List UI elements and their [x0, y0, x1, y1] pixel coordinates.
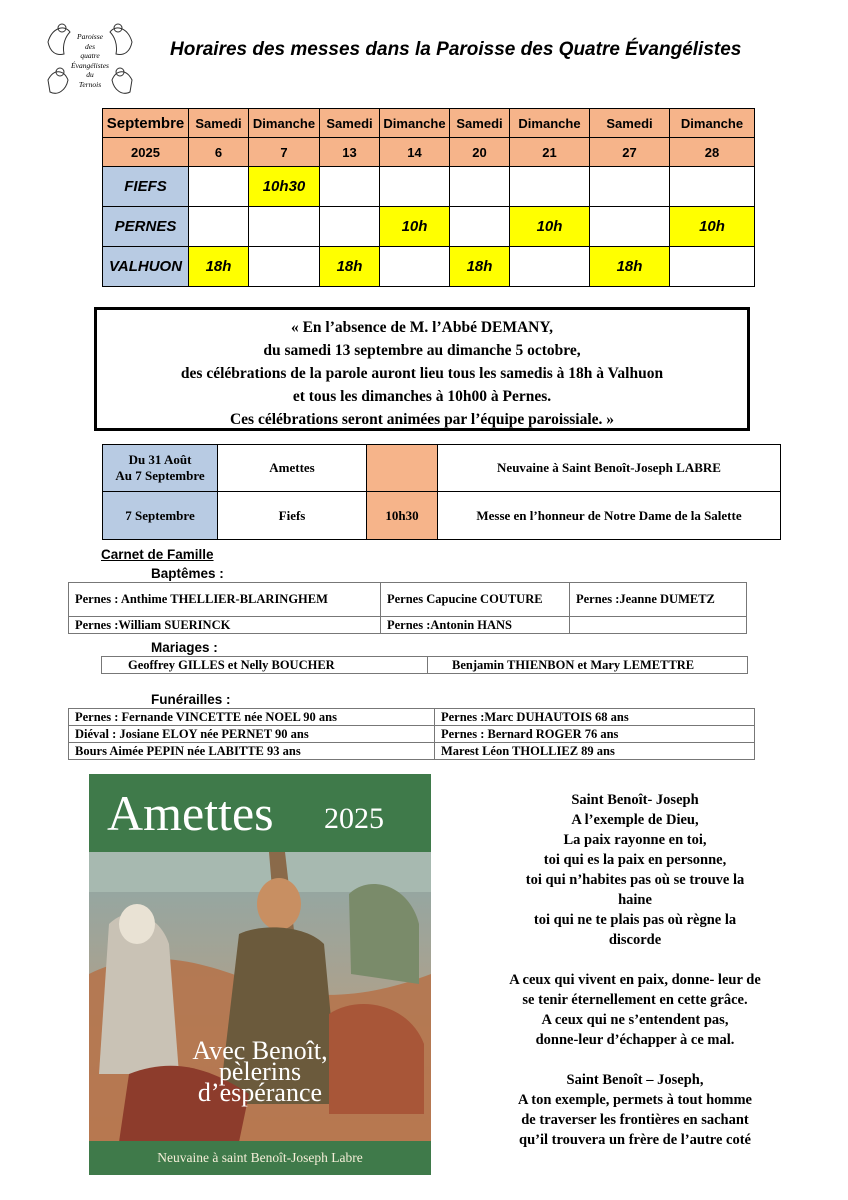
poster-slogan — [89, 1036, 431, 1107]
notice-line: et tous les dimanches à 10h00 à Pernes. — [292, 388, 552, 405]
time-cell: 10h — [380, 207, 450, 247]
schedule-row-pernes — [103, 207, 755, 247]
day-cell: Dimanche — [380, 109, 450, 138]
prayer-line: discorde — [608, 932, 662, 948]
notice-line: du samedi 13 septembre au dimanche 5 octobre, — [263, 342, 581, 359]
prayer-line: haine — [618, 892, 652, 908]
date-cell: 28 — [670, 138, 755, 167]
date-cell: 14 — [380, 138, 450, 167]
time-cell — [320, 207, 380, 247]
absence-notice — [94, 307, 750, 431]
table-row — [69, 726, 755, 743]
day-cell: Dimanche — [510, 109, 590, 138]
time-cell: 18h — [320, 247, 380, 287]
carnet-heading: Carnet de Famille — [101, 547, 214, 562]
notice-line: Ces célébrations seront animées par l’équipe paroissiale. » — [229, 411, 615, 428]
event-description: Messe en l’honneur de Notre Dame de la Salette — [438, 492, 781, 540]
time-cell — [380, 247, 450, 287]
event-description: Neuvaine à Saint Benoît-Joseph LABRE — [438, 445, 781, 492]
event-date: 7 Septembre — [103, 492, 218, 540]
funeraille-entry: Bours Aimée PEPIN née LABITTE 93 ans — [69, 743, 435, 760]
events-table — [102, 444, 781, 540]
bapteme-entry — [570, 617, 747, 634]
schedule-dates-row — [103, 138, 755, 167]
logo-text-line: Évangélistes — [71, 60, 109, 70]
logo-text-line: Ternois — [78, 79, 102, 89]
prayer-line: A ton exemple, permets à tout homme — [518, 1092, 752, 1108]
prayer-line: Saint Benoît- Joseph — [571, 792, 699, 808]
prayer-line: A ceux qui ne s’entendent pas, — [541, 1012, 729, 1028]
bapteme-entry: Pernes :William SUERINCK — [69, 617, 381, 634]
logo-text-line: du — [86, 70, 94, 80]
time-cell: 18h — [450, 247, 510, 287]
time-cell — [249, 207, 320, 247]
schedule-row-fiefs — [103, 167, 755, 207]
logo-text-line: quatre — [80, 51, 100, 61]
date-cell: 6 — [189, 138, 249, 167]
funerailles-table — [68, 708, 755, 760]
logo-text-line: des — [85, 41, 95, 51]
table-row — [69, 617, 747, 634]
time-cell — [510, 247, 590, 287]
funerailles-heading: Funérailles : — [151, 692, 231, 707]
mariage-entry: Benjamin THIENBON et Mary LEMETTRE — [428, 657, 748, 674]
prayer-line: A l’exemple de Dieu, — [571, 812, 699, 828]
parish-logo — [44, 20, 136, 102]
mariages-heading: Mariages : — [151, 640, 218, 655]
poster-footer: Neuvaine à saint Benoît-Joseph Labre — [89, 1141, 431, 1175]
mass-schedule-table — [102, 108, 755, 287]
bapteme-entry: Pernes Capucine COUTURE — [381, 583, 570, 617]
time-cell: 10h30 — [249, 167, 320, 207]
schedule-days-row — [103, 109, 755, 138]
logo-text-line: Paroisse — [77, 32, 103, 41]
bapteme-entry: Pernes :Antonin HANS — [381, 617, 570, 634]
stanza-gap — [470, 950, 800, 970]
day-cell: Samedi — [320, 109, 380, 138]
time-cell: 18h — [590, 247, 670, 287]
time-cell — [189, 207, 249, 247]
event-row — [103, 445, 781, 492]
prayer-text — [470, 790, 800, 1150]
time-cell — [450, 167, 510, 207]
amettes-poster — [89, 774, 431, 1175]
prayer-line: toi qui es la paix en personne, — [543, 852, 727, 868]
place-cell: PERNES — [103, 207, 189, 247]
baptemes-heading: Baptêmes : — [151, 566, 224, 581]
time-cell: 10h — [670, 207, 755, 247]
event-time — [367, 445, 438, 492]
day-cell: Samedi — [450, 109, 510, 138]
day-cell: Dimanche — [249, 109, 320, 138]
time-cell — [380, 167, 450, 207]
notice-line: « En l’absence de M. l’Abbé DEMANY, — [290, 319, 554, 336]
time-cell: 10h — [510, 207, 590, 247]
year-cell: 2025 — [103, 138, 189, 167]
mariages-table — [101, 656, 748, 674]
date-cell: 13 — [320, 138, 380, 167]
event-date-line: Au 7 Septembre — [115, 468, 205, 483]
event-time: 10h30 — [367, 492, 438, 540]
poster-title-year: 2025 — [324, 802, 384, 835]
prayer-line: se tenir éternellement en cette grâce. — [522, 992, 748, 1008]
time-cell — [249, 247, 320, 287]
table-row — [69, 743, 755, 760]
page-title: Horaires des messes dans la Paroisse des Quatre Évangélistes — [170, 39, 742, 60]
prayer-line: Saint Benoît – Joseph, — [566, 1072, 704, 1088]
month-cell: Septembre — [103, 109, 189, 138]
time-cell — [510, 167, 590, 207]
date-cell: 20 — [450, 138, 510, 167]
table-row — [102, 657, 748, 674]
prayer-line: toi qui n’habites pas où se trouve la — [525, 872, 745, 888]
poster-title-word: Amettes — [107, 785, 274, 841]
time-cell — [590, 167, 670, 207]
date-cell: 21 — [510, 138, 590, 167]
stanza-gap — [470, 1050, 800, 1070]
time-cell: 18h — [189, 247, 249, 287]
funeraille-entry: Pernes : Bernard ROGER 76 ans — [435, 726, 755, 743]
notice-line: des célébrations de la parole auront lieu tous les samedis à 18h à Valhuon — [180, 365, 664, 382]
day-cell: Samedi — [590, 109, 670, 138]
prayer-line: toi qui ne te plais pas où règne la — [533, 912, 737, 928]
day-cell: Samedi — [189, 109, 249, 138]
schedule-row-valhuon — [103, 247, 755, 287]
table-row — [69, 709, 755, 726]
bapteme-entry: Pernes : Anthime THELLIER-BLARINGHEM — [69, 583, 381, 617]
prayer-line: A ceux qui vivent en paix, donne- leur de — [509, 972, 761, 988]
time-cell — [670, 247, 755, 287]
event-place: Amettes — [218, 445, 367, 492]
date-cell: 27 — [590, 138, 670, 167]
day-cell: Dimanche — [670, 109, 755, 138]
poster-title — [89, 774, 431, 852]
time-cell — [320, 167, 380, 207]
place-cell: VALHUON — [103, 247, 189, 287]
funeraille-entry: Diéval : Josiane ELOY née PERNET 90 ans — [69, 726, 435, 743]
funeraille-entry: Pernes : Fernande VINCETTE née NOEL 90 ans — [69, 709, 435, 726]
event-place: Fiefs — [218, 492, 367, 540]
event-date — [103, 445, 218, 492]
table-row — [69, 583, 747, 617]
time-cell — [450, 207, 510, 247]
event-row — [103, 492, 781, 540]
prayer-line: qu’il trouvera un frère de l’autre coté — [519, 1132, 751, 1148]
time-cell — [590, 207, 670, 247]
prayer-line: de traverser les frontières en sachant — [521, 1112, 749, 1128]
prayer-line: La paix rayonne en toi, — [563, 832, 707, 848]
date-cell: 7 — [249, 138, 320, 167]
place-cell: FIEFS — [103, 167, 189, 207]
baptemes-table — [68, 582, 747, 634]
slogan-line: Avec Benoît, — [192, 1036, 328, 1065]
funeraille-entry: Pernes :Marc DUHAUTOIS 68 ans — [435, 709, 755, 726]
event-date-line: Du 31 Août — [128, 452, 192, 467]
time-cell — [189, 167, 249, 207]
slogan-line: d’espérance — [197, 1078, 323, 1107]
bapteme-entry: Pernes :Jeanne DUMETZ — [570, 583, 747, 617]
time-cell — [670, 167, 755, 207]
prayer-line: donne-leur d’échapper à ce mal. — [535, 1032, 735, 1048]
mariage-entry: Geoffrey GILLES et Nelly BOUCHER — [102, 657, 428, 674]
funeraille-entry: Marest Léon THOLLIEZ 89 ans — [435, 743, 755, 760]
slogan-line: pèlerins — [218, 1057, 302, 1086]
